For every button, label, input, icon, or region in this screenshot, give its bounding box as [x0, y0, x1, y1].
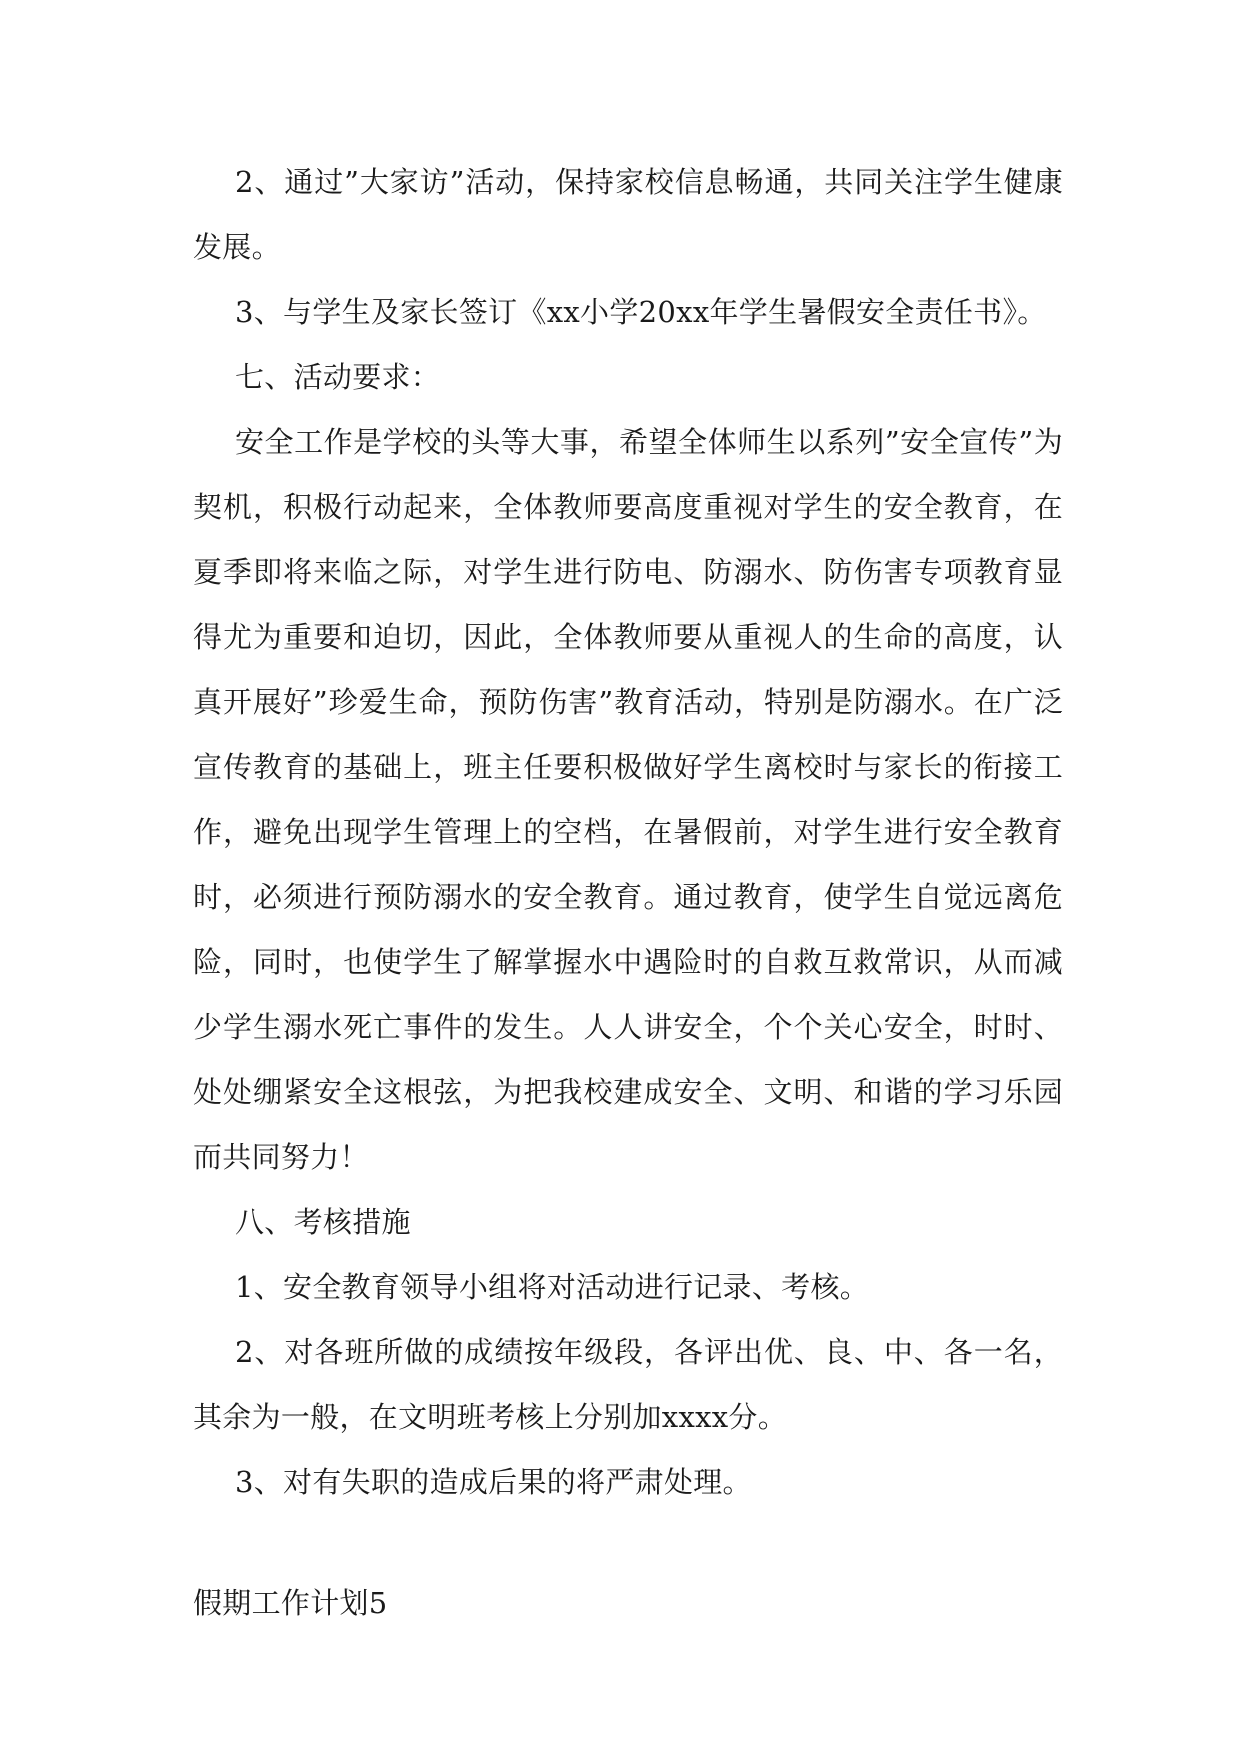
- paragraph-assessment-record: 1、安全教育领导小组将对活动进行记录、考核。: [235, 1270, 870, 1304]
- section-gap: [193, 1515, 1063, 1571]
- paragraph-safety-agreement: 3、与学生及家长签订《xx小学20xx年学生暑假安全责任书》。: [235, 295, 1047, 329]
- paragraph-home-visit: 2、通过”大家访”活动，保持家校信息畅通，共同关注学生健康发展。: [193, 165, 1063, 264]
- paragraph-assessment-grading: 2、对各班所做的成绩按年级段，各评出优、良、中、各一名，其余为一般，在文明班考核上分别加xxxx分。: [193, 1335, 1063, 1434]
- section-heading-assessment-measures: 八、考核措施: [235, 1205, 411, 1239]
- next-section-title: 假期工作计划5: [193, 1586, 388, 1620]
- paragraph-assessment-penalty: 3、对有失职的造成后果的将严肃处理。: [235, 1465, 752, 1499]
- paragraph-activity-requirements: 安全工作是学校的头等大事，希望全体师生以系列”安全宣传”为契机，积极行动起来，全体教师要高度重视对学生的安全教育，在夏季即将来临之际，对学生进行防电、防溺水、防伤害专项教育显得尤为重要和迫切，因此，全体教师要从重视人的生命的高度，认真开展好”珍爱生命，预防伤害”教育活动，特别是防溺水。在广泛宣传教育的基础上，班主任要积极做好学生离校时与家长的衔接工作，避免出现学生管理上的空档，在暑假前，对学生进行安全教育时，必须进行预防溺水的安全教育。通过教育，使学生自觉远离危险，同时，也使学生了解掌握水中遇险时的自救互救常识，从而减少学生溺水死亡事件的发生。人人讲安全，个个关心安全，时时、处处绷紧安全这根弦，为把我校建成安全、文明、和谐的学习乐园而共同努力！: [193, 425, 1063, 1174]
- section-heading-activity-requirements: 七、活动要求：: [235, 360, 441, 394]
- document-body: [193, 150, 1063, 1636]
